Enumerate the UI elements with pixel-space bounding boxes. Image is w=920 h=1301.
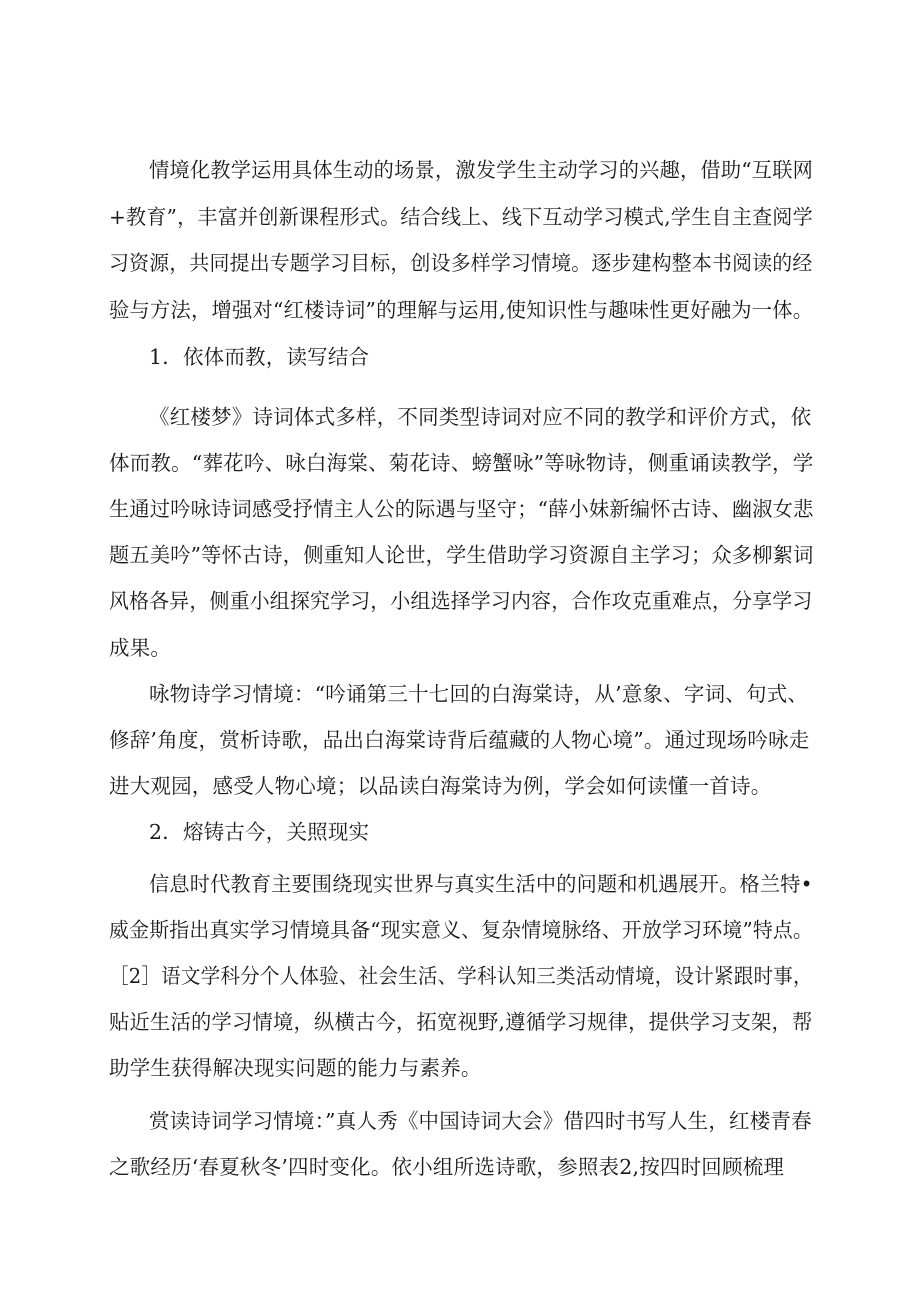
- intro-line-3: 习资源，共同提出专题学习目标，创设多样学习情境。逐步建构整本书阅读的经: [109, 251, 813, 275]
- appreciation-line-1: 赏读诗词学习情境：”真人秀《中国诗词大会》借四时书写人生，红楼青春: [149, 1109, 812, 1133]
- genres-line-5: 风格各异，侧重小组探究学习，小组选择学习内容，合作攻克重难点，分享学习: [109, 589, 813, 613]
- intro-line-2: +教育”，丰富并创新课程形式。结合线上、线下互动学习模式,学生自主查阅学: [109, 205, 813, 229]
- appreciation-line-2: 之歌经历‘春夏秋冬’四时变化。依小组所选诗歌，参照表2,按四时回顾梳理: [109, 1155, 785, 1179]
- info-age-line-3: ［2］语文学科分个人体验、社会生活、学科认知三类活动情境，设计紧跟时事，: [109, 964, 813, 988]
- genres-line-6: 成果。: [109, 636, 172, 660]
- info-age-line-1: 信息时代教育主要围绕现实世界与真实生活中的问题和机遇展开。格兰特•: [149, 872, 813, 896]
- info-age-line-5: 助学生获得解决现实问题的能力与素养。: [109, 1056, 482, 1080]
- section-heading-2: 2．熔铸古今，关照现实: [149, 820, 370, 844]
- genres-line-1: 《红楼梦》诗词体式多样，不同类型诗词对应不同的教学和评价方式，依: [149, 405, 812, 429]
- yongwu-line-1: 咏物诗学习情境：“吟诵第三十七回的白海棠诗，从’意象、字词、句式、: [149, 682, 809, 706]
- intro-line-4: 验与方法，增强对“红楼诗词”的理解与运用,使知识性与趣味性更好融为一体。: [109, 298, 814, 322]
- info-age-line-2: 威金斯指出真实学习情境具备“现实意义、复杂情境脉络、开放学习环境”特点。: [109, 918, 814, 942]
- genres-line-4: 题五美吟”等怀古诗，侧重知人论世，学生借助学习资源自主学习；众多柳絮词: [109, 543, 814, 567]
- yongwu-line-3: 进大观园，感受人物心境；以品读白海棠诗为例，学会如何读懂一首诗。: [109, 774, 772, 798]
- section-heading-1: 1．依体而教，读写结合: [149, 345, 370, 369]
- genres-line-3: 生通过吟咏诗词感受抒情主人公的际遇与坚守；“薛小妹新编怀古诗、幽淑女悲: [109, 497, 814, 521]
- intro-line-1: 情境化教学运用具体生动的场景，激发学生主动学习的兴趣，借助“互联网: [149, 158, 814, 182]
- genres-line-2: 体而教。“葬花吟、咏白海棠、菊花诗、螃蟹咏”等咏物诗，侧重诵读教学，学: [109, 451, 814, 475]
- yongwu-line-2: 修辞’角度，赏析诗歌，品出白海棠诗背后蕴藏的人物心境”。通过现场吟咏走: [109, 728, 810, 752]
- info-age-line-4: 贴近生活的学习情境，纵横古今，拓宽视野,遵循学习规律，提供学习支架，帮: [109, 1010, 813, 1034]
